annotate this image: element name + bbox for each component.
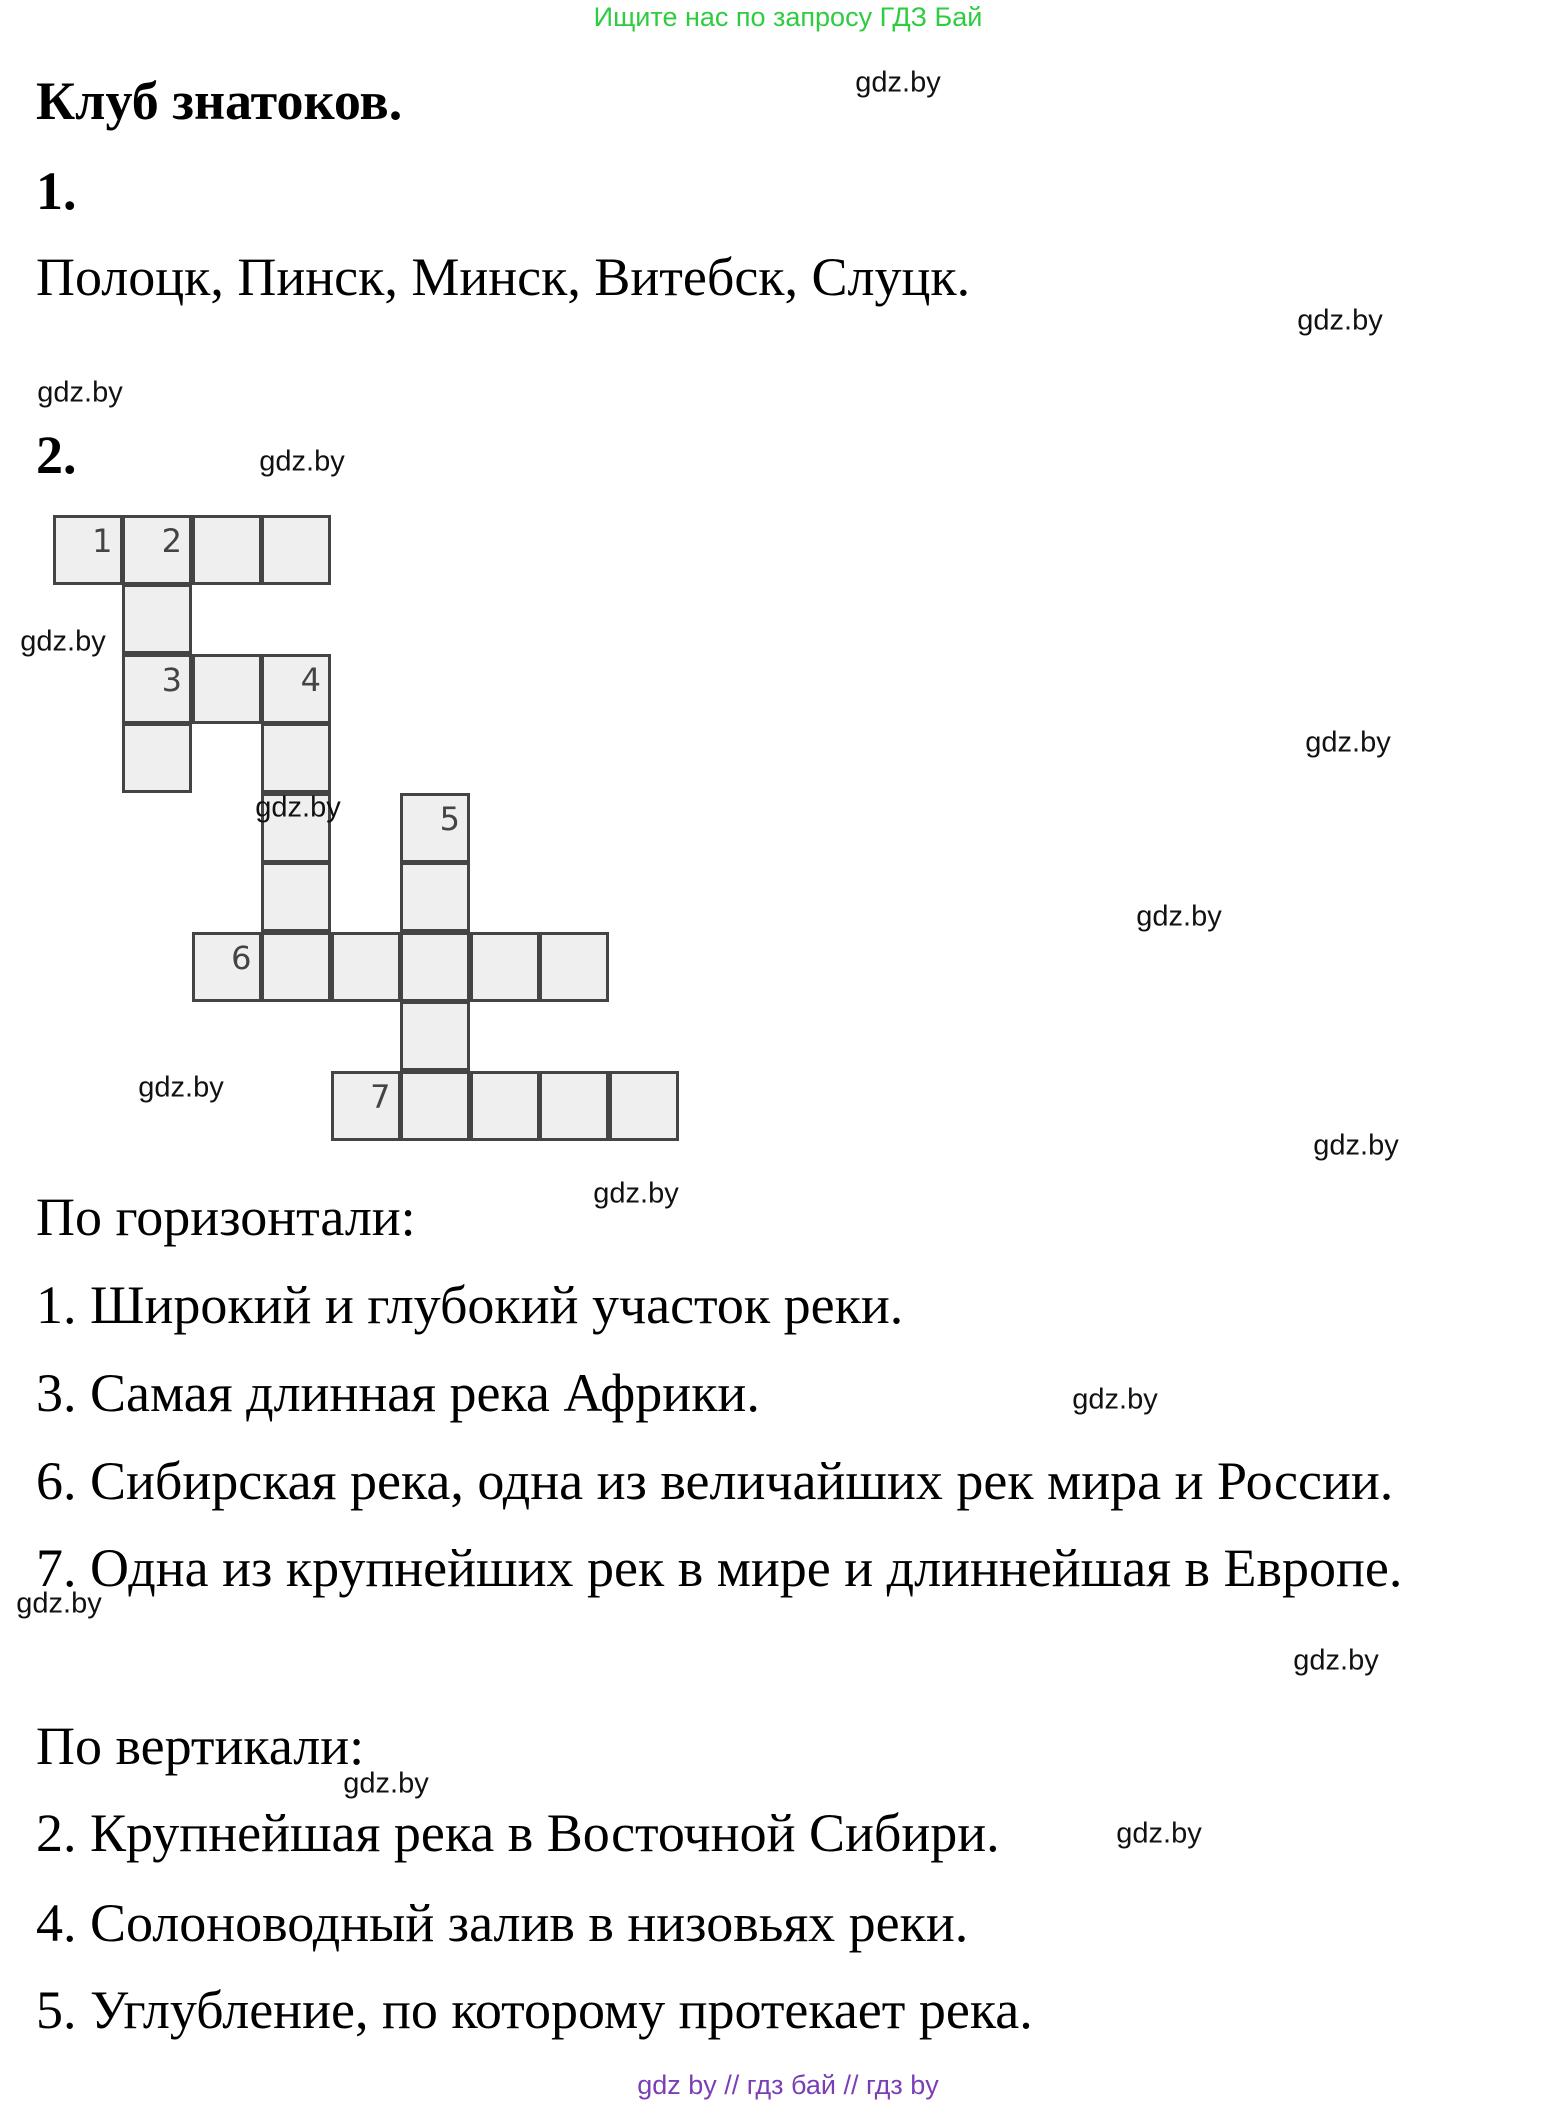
crossword-cell[interactable] <box>122 515 192 585</box>
crossword-cell[interactable] <box>400 1071 470 1141</box>
crossword-cell[interactable] <box>609 1071 679 1141</box>
crossword-grid <box>54 516 754 1146</box>
crossword-cell[interactable] <box>122 723 192 793</box>
vertical-heading: По вертикали: <box>36 1716 365 1776</box>
crossword-cell[interactable] <box>192 932 262 1002</box>
crossword-clue-number: 2 <box>161 521 182 560</box>
crossword-cell[interactable] <box>261 654 331 724</box>
crossword-cell[interactable] <box>122 654 192 724</box>
watermark: gdz.by <box>1136 900 1222 933</box>
watermark: gdz.by <box>1116 1817 1202 1850</box>
crossword-cell[interactable] <box>261 515 331 585</box>
crossword-cell[interactable] <box>261 932 331 1002</box>
crossword-cell[interactable] <box>470 1071 540 1141</box>
watermark: gdz.by <box>1072 1383 1158 1416</box>
vertical-clue: 5. Углубление, по которому протекает река. <box>36 1980 1033 2040</box>
watermark: gdz.by <box>1297 304 1383 337</box>
task-1-answer: Полоцк, Пинск, Минск, Витебск, Слуцк. <box>36 247 971 307</box>
watermark: gdz.by <box>1293 1644 1379 1677</box>
crossword-clue-number: 5 <box>439 799 460 838</box>
crossword-clue-number: 7 <box>370 1077 391 1116</box>
crossword-cell[interactable] <box>192 515 262 585</box>
crossword-cell[interactable] <box>470 932 540 1002</box>
footer-links[interactable]: gdz by // гдз бай // гдз by <box>637 2070 939 2100</box>
crossword-clue-number: 4 <box>300 660 321 699</box>
watermark: gdz.by <box>593 1177 679 1210</box>
crossword-cell[interactable] <box>400 932 470 1002</box>
crossword-cell[interactable] <box>539 1071 609 1141</box>
crossword-clue-number: 1 <box>92 521 113 560</box>
horizontal-clue: 7. Одна из крупнейших рек в мире и длиннейшая в Европе. <box>36 1538 1403 1598</box>
crossword-cell[interactable] <box>400 862 470 932</box>
crossword-cell[interactable] <box>400 793 470 863</box>
watermark: gdz.by <box>37 376 123 409</box>
search-banner[interactable]: Ищите нас по запросу ГДЗ Бай <box>593 2 983 32</box>
vertical-clue: 2. Крупнейшая река в Восточной Сибири. <box>36 1803 1000 1863</box>
task-1-number: 1. <box>36 161 77 221</box>
crossword-cell[interactable] <box>331 932 401 1002</box>
horizontal-heading: По горизонтали: <box>36 1187 416 1247</box>
crossword-cell[interactable] <box>53 515 123 585</box>
horizontal-clue: 1. Широкий и глубокий участок реки. <box>36 1275 904 1335</box>
crossword-cell[interactable] <box>192 654 262 724</box>
horizontal-clue: 6. Сибирская река, одна из величайших рек мира и России. <box>36 1451 1394 1511</box>
horizontal-clue: 3. Самая длинная река Африки. <box>36 1363 760 1423</box>
crossword-cell[interactable] <box>539 932 609 1002</box>
watermark: gdz.by <box>855 66 941 99</box>
crossword-clue-number: 6 <box>231 938 252 977</box>
watermark: gdz.by <box>343 1767 429 1800</box>
vertical-clue: 4. Солоноводный залив в низовьях реки. <box>36 1893 969 1953</box>
watermark: gdz.by <box>259 445 345 478</box>
watermark: gdz.by <box>1305 726 1391 759</box>
watermark: gdz.by <box>1313 1129 1399 1162</box>
watermark: gdz.by <box>255 791 341 824</box>
crossword-cell[interactable] <box>400 1001 470 1071</box>
watermark: gdz.by <box>138 1071 224 1104</box>
crossword-cell[interactable] <box>331 1071 401 1141</box>
crossword-cell[interactable] <box>261 723 331 793</box>
page-title: Клуб знатоков. <box>36 71 403 131</box>
watermark: gdz.by <box>16 1587 102 1620</box>
crossword-clue-number: 3 <box>161 660 182 699</box>
crossword-cell[interactable] <box>122 584 192 654</box>
task-2-number: 2. <box>36 425 77 485</box>
crossword-cell[interactable] <box>261 862 331 932</box>
watermark: gdz.by <box>20 625 106 658</box>
